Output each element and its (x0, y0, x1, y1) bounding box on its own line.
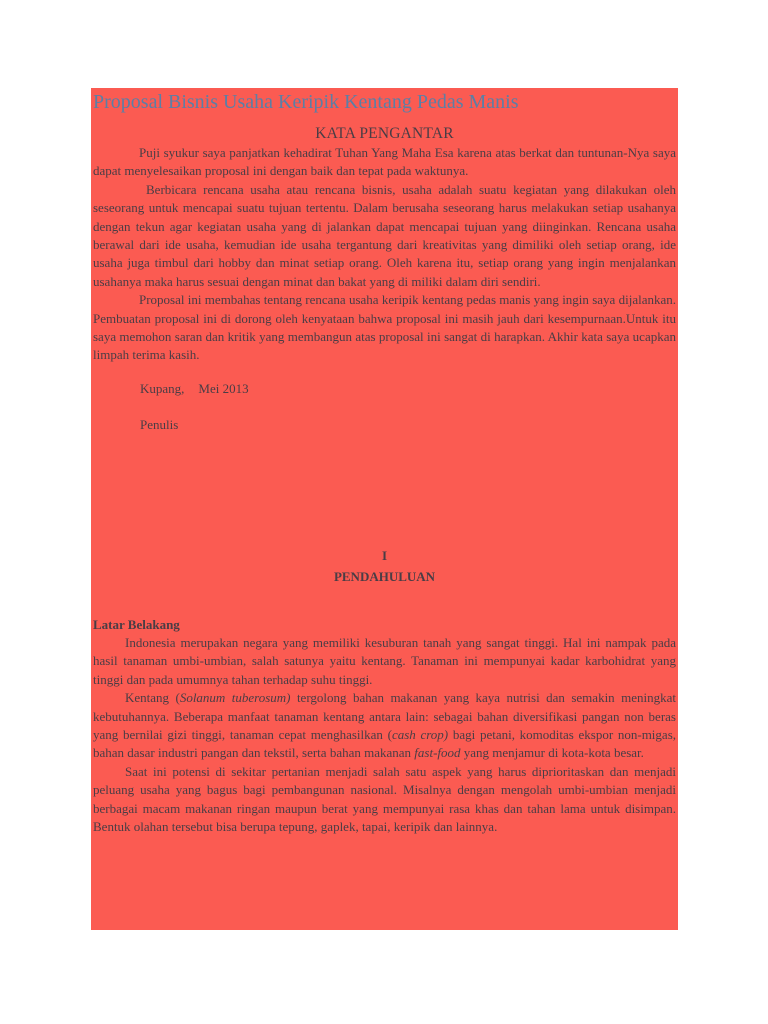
foreword-date: Mei 2013 (198, 380, 249, 396)
background-paragraph-3: Saat ini potensi di sekitar pertanian menjadi salah satu aspek yang harus diprioritaskan dan menjadi peluang usaha yang bagus bagi pembangunan nasional. Misalnya dengan mengolah umbi-umbian menjadi berbagai macam makanan ringan maupun berat yang mempunyai rasa khas dan tahan lama untuk disimpan. Bentuk olahan tersebut bisa berupa tepung, gaplek, tapai, keripik dan lainnya. (93, 763, 676, 834)
p2-text-a: Kentang ( (125, 690, 180, 706)
foreword-place-date (93, 380, 676, 398)
fast-food-term: fast-food (414, 745, 461, 761)
foreword-paragraph-2: Berbicara rencana usaha atau rencana bisnis, usaha adalah suatu kegiatan yang dilakukan oleh seseorang untuk mencapai suatu tujuan tertentu. Dalam berusaha seseorang harus melakukan setiap usahanya dengan tekun agar kegiatan usaha yang di jalankan dapat mencapai tujuan yang diinginkan. Rencana usaha berawal dari ide usaha, kemudian ide usaha tergantung dari kreativitas yang dimiliki oleh setiap orang, ide usaha juga timbul dari hobby dan minat setiap orang. Oleh karena itu, setiap orang yang ingin menjalankan usahanya maka harus sesuai dengan minat dan bakat yang di miliki dalam diri sendiri. (93, 181, 676, 289)
p2-text-b: tergolong bahan makanan yang kaya nutrisi dan semakin meningkat kebutuhannya. Beberapa manfaat tanaman kentang antara lain: sebagai bahan diversifikasi pangan non beras yang bernilai gizi tinggi, tanaman cepat menghasilkan ( (93, 690, 676, 742)
chapter-title: PENDAHULUAN (333, 568, 436, 584)
background-paragraph-1: Indonesia merupakan negara yang memiliki kesuburan tanah yang sangat tinggi. Hal ini nampak pada hasil tanaman umbi-umbian, salah satunya yaitu kentang. Tanaman ini mempunyai kadar karbohidrat yang tinggi dan pada umumnya tahan terhadap suhu tinggi. (93, 634, 676, 687)
foreword-paragraph-3: Proposal ini membahas tentang rencana usaha keripik kentang pedas manis yang ingin saya dijalankan. Pembuatan proposal ini di dorong oleh kenyataan bahwa proposal ini masih jauh dari kesempurnaan.Untuk itu saya memohon saran dan kritik yang membangun atas proposal ini sangat di harapkan. Akhir kata saya ucapkan limpah terima kasih. (93, 292, 676, 363)
foreword-signature: Penulis (140, 416, 179, 432)
background-paragraph-2 (93, 689, 676, 763)
foreword-heading: KATA PENGANTAR (315, 125, 454, 142)
section-subheading: Latar Belakang (93, 616, 180, 632)
latin-name: Solanum tuberosum) (179, 690, 291, 706)
document-page (91, 88, 678, 930)
document-title: Proposal Bisnis Usaha Keripik Kentang Pedas Manis (93, 91, 519, 113)
cash-crop-term: cash crop) (391, 726, 449, 742)
foreword-paragraph-1: Puji syukur saya panjatkan kehadirat Tuhan Yang Maha Esa karena atas berkat dan tuntunan-Nya saya dapat menyelesaikan proposal ini dengan baik dan tepat pada waktunya. (93, 145, 676, 179)
chapter-number: I (381, 547, 388, 563)
foreword-place: Kupang, (140, 380, 185, 396)
p2-text-d: yang menjamur di kota-kota besar. (463, 745, 644, 761)
p2-text-c: bagi petani, komoditas ekspor non-migas, bahan dasar industri pangan dan tekstil, serta bahan makanan (93, 726, 677, 761)
